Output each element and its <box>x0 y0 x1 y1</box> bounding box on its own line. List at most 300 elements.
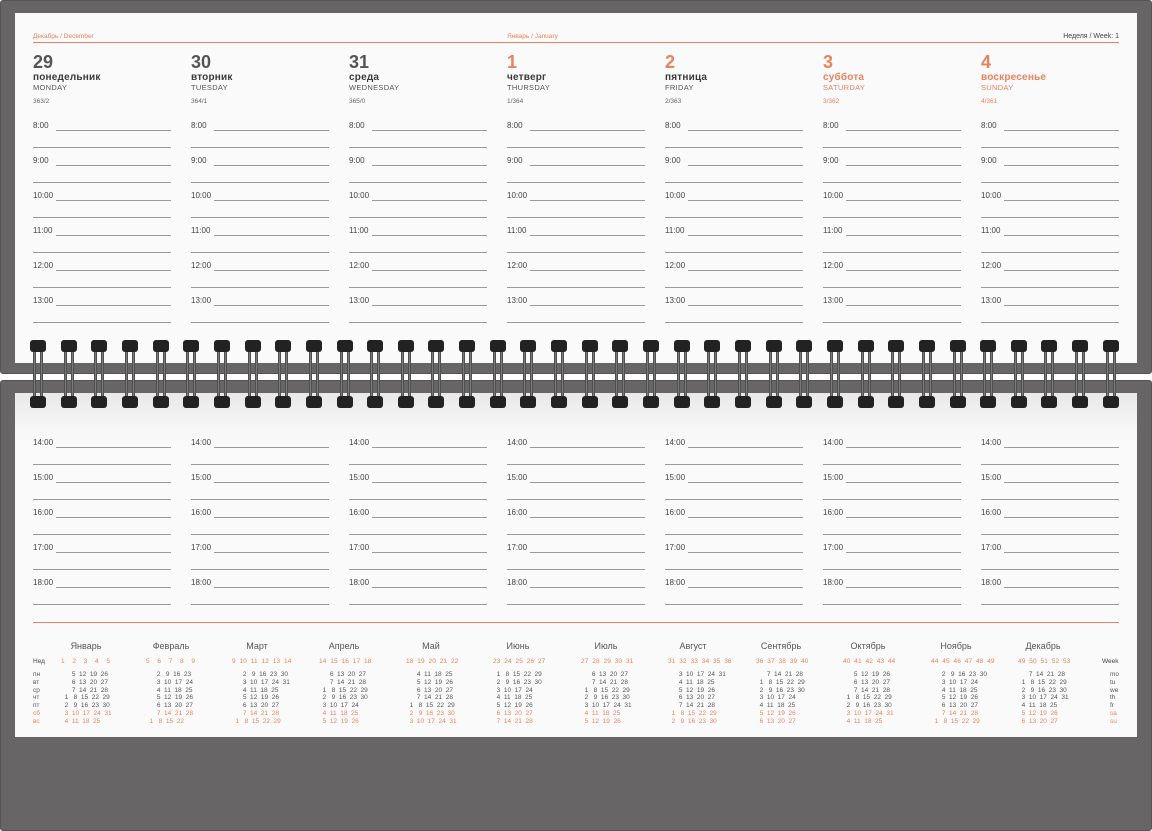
month-row: 7 14 21 28 <box>581 678 628 686</box>
time-slot[interactable] <box>665 261 803 296</box>
month-row: 6 13 20 27 <box>319 671 366 678</box>
time-slot[interactable] <box>507 296 645 331</box>
time-slot[interactable] <box>507 508 645 543</box>
time-slot[interactable] <box>191 296 329 331</box>
time-slot[interactable] <box>507 578 645 613</box>
month-row: 7 14 21 28 <box>843 686 890 694</box>
time-slot[interactable] <box>349 296 487 331</box>
month-row: 7 14 21 28 <box>61 686 108 694</box>
writing-line <box>1004 552 1119 553</box>
time-label: 15:00 <box>191 473 212 482</box>
writing-line <box>372 482 487 483</box>
writing-line <box>507 569 645 570</box>
writing-line <box>1004 270 1119 271</box>
time-slot[interactable] <box>823 296 961 331</box>
time-label: 15:00 <box>823 473 844 482</box>
time-slot[interactable] <box>665 121 803 156</box>
time-slot[interactable] <box>349 121 487 156</box>
time-slot[interactable] <box>33 156 171 191</box>
month-row: 6 13 20 27 <box>581 671 628 678</box>
month-grid <box>406 671 457 726</box>
writing-line <box>823 464 961 465</box>
day-column-header <box>665 52 803 105</box>
month-row: 5 12 19 26 <box>146 694 193 702</box>
writing-line <box>530 305 645 306</box>
time-label: 18:00 <box>33 578 54 587</box>
month-row: 4 11 18 25 <box>406 671 453 678</box>
month-row: 7 14 21 28 <box>1018 671 1065 678</box>
time-slot[interactable] <box>981 508 1119 543</box>
writing-line <box>214 165 329 166</box>
weekday-label-en: sa <box>1110 710 1117 717</box>
writing-line <box>349 182 487 183</box>
day-name-ru: четверг <box>507 72 547 83</box>
writing-line <box>214 235 329 236</box>
time-slot[interactable] <box>191 121 329 156</box>
month-row: 1 8 15 22 29 <box>493 671 542 678</box>
month-row: 2 9 16 23 30 <box>843 702 892 710</box>
writing-line <box>1004 305 1119 306</box>
writing-line <box>507 287 645 288</box>
writing-line <box>191 182 329 183</box>
writing-line <box>33 322 171 323</box>
weekday-label-en: su <box>1110 717 1117 725</box>
time-slot[interactable] <box>823 543 961 578</box>
time-slot[interactable] <box>349 473 487 508</box>
writing-line <box>1004 130 1119 131</box>
time-slot[interactable] <box>981 226 1119 261</box>
time-slot[interactable] <box>665 578 803 613</box>
day-name-en: MONDAY <box>33 83 68 92</box>
writing-line <box>665 464 803 465</box>
time-slot[interactable] <box>349 543 487 578</box>
day-name-en: THURSDAY <box>507 83 551 92</box>
time-slot[interactable] <box>507 438 645 473</box>
time-label: 11:00 <box>665 226 685 235</box>
time-slot[interactable] <box>981 473 1119 508</box>
month-row: 1 8 15 22 29 <box>931 717 980 725</box>
time-slot[interactable] <box>191 261 329 296</box>
writing-line <box>530 552 645 553</box>
time-label: 13:00 <box>349 296 370 305</box>
writing-line <box>191 569 329 570</box>
month-name: Май <box>422 641 440 651</box>
time-label: 16:00 <box>823 508 844 517</box>
month-row: 1 8 15 22 29 <box>406 702 455 710</box>
time-slot[interactable] <box>665 508 803 543</box>
time-label: 16:00 <box>665 508 686 517</box>
month-row: 6 13 20 27 <box>146 702 193 710</box>
time-label: 14:00 <box>33 438 54 447</box>
time-slot[interactable] <box>191 473 329 508</box>
writing-line <box>665 147 803 148</box>
writing-line <box>823 569 961 570</box>
time-slot[interactable] <box>981 438 1119 473</box>
time-label: 10:00 <box>191 191 212 200</box>
writing-line <box>56 447 171 448</box>
writing-line <box>688 482 803 483</box>
month-name: Февраль <box>152 641 190 651</box>
month-grid <box>843 671 894 726</box>
time-slot[interactable] <box>823 578 961 613</box>
month-row: 4 11 18 25 <box>146 686 193 694</box>
month-week-numbers: 49 50 51 52 53 <box>1018 658 1071 665</box>
time-label: 9:00 <box>665 156 681 165</box>
month-row: 2 9 16 23 30 <box>232 671 289 678</box>
writing-line <box>846 165 961 166</box>
time-slot[interactable] <box>33 438 171 473</box>
month-row: 2 9 16 23 30 <box>581 694 630 702</box>
time-slot[interactable] <box>981 121 1119 156</box>
month-row: 1 8 15 22 29 <box>668 709 717 717</box>
writing-line <box>349 252 487 253</box>
time-slot[interactable] <box>349 438 487 473</box>
writing-line <box>56 305 171 306</box>
writing-line <box>665 287 803 288</box>
writing-line <box>507 499 645 500</box>
writing-line <box>688 200 803 201</box>
month-grid <box>232 671 290 726</box>
time-slot[interactable] <box>191 508 329 543</box>
month-row: 2 9 16 23 30 <box>931 671 988 678</box>
month-row: 2 9 16 23 30 <box>1018 686 1067 694</box>
writing-line <box>191 499 329 500</box>
writing-line <box>507 464 645 465</box>
writing-line <box>372 447 487 448</box>
writing-line <box>823 287 961 288</box>
month-name: Январь <box>70 641 102 651</box>
month-week-numbers: 27 28 29 30 31 <box>581 658 634 665</box>
writing-line <box>191 322 329 323</box>
time-slot[interactable] <box>33 191 171 226</box>
writing-line <box>214 517 329 518</box>
time-slot[interactable] <box>33 226 171 261</box>
time-label: 9:00 <box>823 156 839 165</box>
writing-line <box>191 604 329 605</box>
time-slot[interactable] <box>823 438 961 473</box>
time-slot[interactable] <box>507 191 645 226</box>
month-row: 6 13 20 27 <box>406 686 453 694</box>
time-slot[interactable] <box>349 191 487 226</box>
writing-line <box>1004 200 1119 201</box>
day-name-ru: вторник <box>191 72 233 83</box>
time-slot[interactable] <box>349 578 487 613</box>
month-week-numbers: 36 37 38 39 40 <box>756 658 809 665</box>
month-week-numbers: 44 45 46 47 48 49 <box>931 658 995 665</box>
writing-line <box>688 552 803 553</box>
writing-line <box>823 217 961 218</box>
month-grid <box>61 671 112 726</box>
month-row: 4 11 18 25 <box>581 709 621 717</box>
writing-line <box>823 322 961 323</box>
writing-line <box>214 552 329 553</box>
month-name: Октябрь <box>850 641 886 651</box>
time-slot[interactable] <box>981 261 1119 296</box>
time-label: 8:00 <box>665 121 681 130</box>
time-slot[interactable] <box>823 191 961 226</box>
time-slot[interactable] <box>823 473 961 508</box>
time-slot[interactable] <box>823 226 961 261</box>
time-label: 17:00 <box>191 543 212 552</box>
month-row: 7 14 21 28 <box>493 717 533 725</box>
writing-line <box>688 165 803 166</box>
time-slot[interactable] <box>33 261 171 296</box>
time-label: 15:00 <box>507 473 528 482</box>
writing-line <box>846 552 961 553</box>
weekday-label-en: fr <box>1110 702 1114 710</box>
writing-line <box>33 217 171 218</box>
time-label: 11:00 <box>981 226 1001 235</box>
time-label: 17:00 <box>981 543 1002 552</box>
time-slot[interactable] <box>33 296 171 331</box>
writing-line <box>372 165 487 166</box>
time-slot[interactable] <box>191 156 329 191</box>
month-row: 1 8 15 22 29 <box>843 694 892 702</box>
time-slot[interactable] <box>981 156 1119 191</box>
month-row: 7 14 21 28 <box>232 709 279 717</box>
month-row: 6 13 20 27 <box>756 717 796 725</box>
time-label: 9:00 <box>33 156 49 165</box>
time-slot[interactable] <box>823 156 961 191</box>
month-row: 5 12 19 26 <box>493 702 533 710</box>
month-row: 5 12 19 26 <box>406 678 453 686</box>
time-label: 17:00 <box>823 543 844 552</box>
month-week-numbers: 40 41 42 43 44 <box>843 658 896 665</box>
time-label: 8:00 <box>33 121 49 130</box>
time-slot[interactable] <box>507 156 645 191</box>
month-name: Июль <box>594 641 618 651</box>
writing-line <box>530 447 645 448</box>
day-number: 30 <box>191 52 212 72</box>
writing-line <box>981 252 1119 253</box>
writing-line <box>33 287 171 288</box>
time-slot[interactable] <box>665 438 803 473</box>
time-slot[interactable] <box>823 121 961 156</box>
writing-line <box>507 322 645 323</box>
time-slot[interactable] <box>191 543 329 578</box>
writing-line <box>33 147 171 148</box>
writing-line <box>530 200 645 201</box>
time-slot[interactable] <box>981 191 1119 226</box>
writing-line <box>214 447 329 448</box>
day-name-en: WEDNESDAY <box>349 83 400 92</box>
writing-line <box>56 482 171 483</box>
writing-line <box>981 569 1119 570</box>
week-header-en: Week <box>1102 658 1119 665</box>
month-row: 3 10 17 24 <box>493 686 533 694</box>
time-slot[interactable] <box>823 261 961 296</box>
time-label: 12:00 <box>507 261 528 270</box>
month-row: 6 13 20 27 <box>61 678 108 686</box>
month-row: 3 10 17 24 31 <box>1018 694 1069 702</box>
time-slot[interactable] <box>665 191 803 226</box>
writing-line <box>214 130 329 131</box>
writing-line <box>191 252 329 253</box>
writing-line <box>56 200 171 201</box>
writing-line <box>349 534 487 535</box>
time-slot[interactable] <box>349 226 487 261</box>
writing-line <box>33 499 171 500</box>
time-slot[interactable] <box>981 296 1119 331</box>
time-slot[interactable] <box>191 191 329 226</box>
writing-line <box>191 217 329 218</box>
writing-line <box>688 587 803 588</box>
time-slot[interactable] <box>349 156 487 191</box>
month-row: 6 13 20 27 <box>931 702 978 710</box>
day-of-year: 364/1 <box>191 98 208 105</box>
time-label: 17:00 <box>349 543 370 552</box>
time-slot[interactable] <box>33 508 171 543</box>
month-name: Декабрь <box>1025 641 1061 651</box>
time-slot[interactable] <box>507 226 645 261</box>
month-row: 6 13 20 27 <box>232 702 279 710</box>
writing-line <box>846 517 961 518</box>
writing-line <box>349 604 487 605</box>
time-slot[interactable] <box>33 543 171 578</box>
month-row: 3 10 17 24 <box>931 678 978 686</box>
time-slot[interactable] <box>191 578 329 613</box>
day-column-header <box>823 52 961 105</box>
month-row: 1 8 15 22 29 <box>232 717 281 725</box>
time-label: 13:00 <box>665 296 686 305</box>
month-row: 7 14 21 28 <box>406 694 453 702</box>
time-label: 8:00 <box>981 121 997 130</box>
time-label: 11:00 <box>823 226 843 235</box>
time-label: 9:00 <box>191 156 207 165</box>
day-name-ru: понедельник <box>33 72 101 83</box>
month-row: 3 10 17 24 31 <box>668 671 726 678</box>
time-slot[interactable] <box>665 226 803 261</box>
weekday-label-ru: пт <box>33 702 40 710</box>
weekday-label-ru: сб <box>33 710 40 717</box>
time-label: 11:00 <box>33 226 53 235</box>
time-label: 10:00 <box>823 191 844 200</box>
day-name-ru: пятница <box>665 72 708 83</box>
writing-line <box>349 569 487 570</box>
writing-line <box>1004 517 1119 518</box>
writing-line <box>665 499 803 500</box>
writing-line <box>530 270 645 271</box>
day-of-year: 4/361 <box>981 98 998 105</box>
time-slot[interactable] <box>665 543 803 578</box>
time-slot[interactable] <box>33 121 171 156</box>
month-week-numbers: 9 10 11 12 13 14 <box>232 658 292 665</box>
month-row: 2 9 16 23 30 <box>406 709 455 717</box>
month-grid <box>1018 671 1069 726</box>
time-label: 17:00 <box>33 543 54 552</box>
time-label: 13:00 <box>507 296 528 305</box>
month-row: 7 14 21 28 <box>319 678 366 686</box>
time-slot[interactable] <box>665 156 803 191</box>
writing-line <box>191 287 329 288</box>
time-slot[interactable] <box>191 438 329 473</box>
month-row: 5 12 19 26 <box>319 717 359 725</box>
month-row: 2 9 16 23 30 <box>493 678 542 686</box>
month-row: 1 8 15 22 29 <box>756 678 805 686</box>
month-week-numbers: 23 24 25 26 27 <box>493 658 546 665</box>
day-name-ru: среда <box>349 72 380 83</box>
time-slot[interactable] <box>981 578 1119 613</box>
time-slot[interactable] <box>665 473 803 508</box>
time-label: 8:00 <box>349 121 365 130</box>
time-slot[interactable] <box>507 121 645 156</box>
writing-line <box>846 482 961 483</box>
day-number: 4 <box>981 52 992 72</box>
writing-line <box>191 534 329 535</box>
time-label: 16:00 <box>349 508 370 517</box>
time-slot[interactable] <box>823 508 961 543</box>
writing-line <box>349 217 487 218</box>
writing-line <box>688 305 803 306</box>
month-row: 6 13 20 27 <box>1018 717 1058 725</box>
writing-line <box>665 217 803 218</box>
time-label: 15:00 <box>981 473 1002 482</box>
month-row: 1 8 15 22 29 <box>319 686 368 694</box>
writing-line <box>507 534 645 535</box>
month-name: Август <box>679 641 707 651</box>
writing-line <box>665 322 803 323</box>
writing-line <box>688 517 803 518</box>
writing-line <box>846 587 961 588</box>
time-slot[interactable] <box>507 473 645 508</box>
time-slot[interactable] <box>191 226 329 261</box>
writing-line <box>665 182 803 183</box>
time-label: 18:00 <box>981 578 1002 587</box>
time-slot[interactable] <box>33 578 171 613</box>
writing-line <box>372 130 487 131</box>
time-label: 16:00 <box>981 508 1002 517</box>
month-name: Апрель <box>328 641 360 651</box>
writing-line <box>688 447 803 448</box>
month-row: 2 9 16 23 30 <box>319 694 368 702</box>
month-grid <box>146 671 193 726</box>
month-row: 5 12 19 26 <box>1018 709 1058 717</box>
month-row: 5 12 19 26 <box>756 709 796 717</box>
writing-line <box>33 569 171 570</box>
time-label: 8:00 <box>507 121 523 130</box>
day-number: 2 <box>665 52 676 72</box>
writing-line <box>530 165 645 166</box>
month-row: 3 10 17 24 <box>756 694 796 702</box>
writing-line <box>56 165 171 166</box>
time-slot[interactable] <box>349 508 487 543</box>
time-label: 13:00 <box>191 296 212 305</box>
time-label: 10:00 <box>349 191 370 200</box>
time-slot[interactable] <box>33 473 171 508</box>
month-row: 5 12 19 26 <box>931 694 978 702</box>
time-slot[interactable] <box>507 261 645 296</box>
day-name-en: TUESDAY <box>191 83 228 92</box>
writing-line <box>846 270 961 271</box>
time-slot[interactable] <box>981 543 1119 578</box>
month-row: 5 12 19 26 <box>581 717 621 725</box>
time-label: 16:00 <box>507 508 528 517</box>
time-slot[interactable] <box>349 261 487 296</box>
month-row: 4 11 18 25 <box>668 678 715 686</box>
writing-line <box>846 235 961 236</box>
time-slot[interactable] <box>665 296 803 331</box>
writing-line <box>214 482 329 483</box>
month-name: Сентябрь <box>760 641 802 651</box>
time-label: 14:00 <box>507 438 528 447</box>
month-row: 6 13 20 27 <box>668 694 715 702</box>
month-row: 2 9 16 23 30 <box>668 717 717 725</box>
month-row: 3 10 17 24 31 <box>232 678 290 686</box>
day-name-en: SUNDAY <box>981 83 1014 92</box>
time-slot[interactable] <box>507 543 645 578</box>
month-grid <box>493 671 542 726</box>
time-label: 12:00 <box>349 261 370 270</box>
